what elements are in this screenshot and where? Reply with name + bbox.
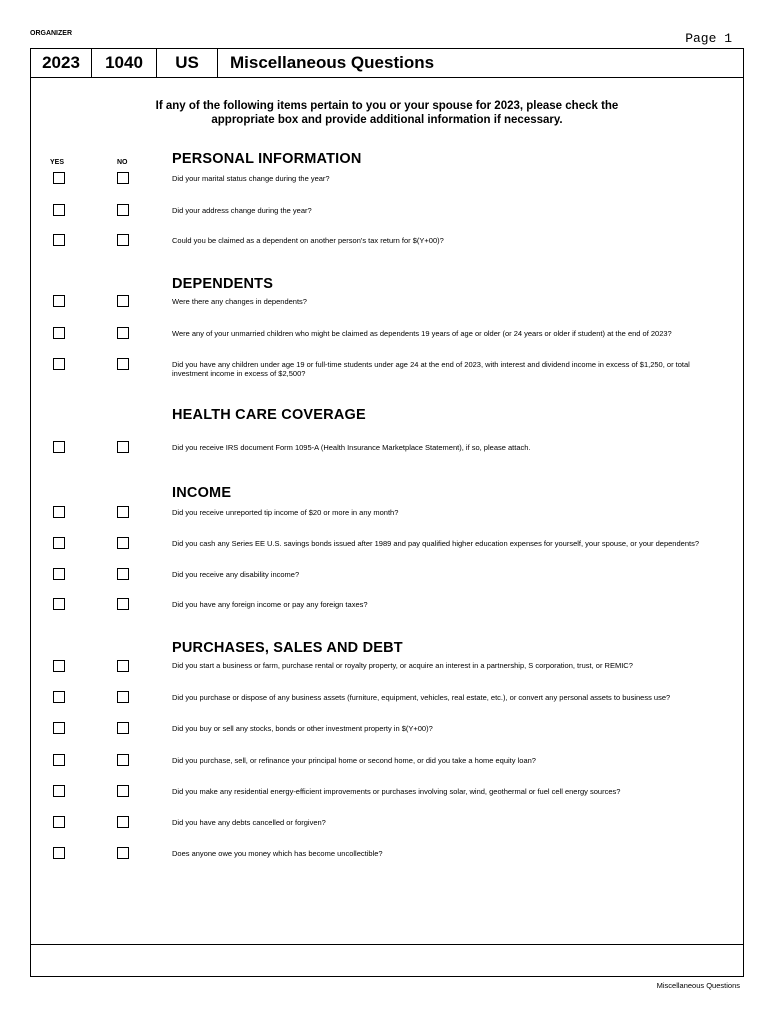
footer-label: Miscellaneous Questions (656, 981, 740, 990)
section-purchases-sales-debt: PURCHASES, SALES AND DEBT (172, 640, 403, 656)
dependents-q3-yes-checkbox[interactable] (53, 358, 65, 370)
dependents-q2-no-checkbox[interactable] (117, 327, 129, 339)
dependents-q3-text: Did you have any children under age 19 or full-time students under age 24 at the end of 2023, with interest and dividend income in excess of $1,250, or total investment income in excess of $2,500? (172, 360, 690, 378)
purchases-q3-text: Did you buy or sell any stocks, bonds or other investment property in $(Y+00)? (172, 724, 433, 733)
purchases-q5-no-checkbox[interactable] (117, 785, 129, 797)
section-income: INCOME (172, 485, 232, 501)
income-q2-no-checkbox[interactable] (117, 537, 129, 549)
purchases-q1-no-checkbox[interactable] (117, 660, 129, 672)
dependents-q1-text: Were there any changes in dependents? (172, 297, 307, 306)
no-column-header: NO (117, 159, 128, 166)
personal-q2-text: Did your address change during the year? (172, 206, 312, 215)
page-number: Page 1 (685, 31, 732, 46)
purchases-q7-yes-checkbox[interactable] (53, 847, 65, 859)
purchases-q6-yes-checkbox[interactable] (53, 816, 65, 828)
dependents-q1-yes-checkbox[interactable] (53, 295, 65, 307)
form-header (30, 48, 744, 78)
income-q3-text: Did you receive any disability income? (172, 570, 300, 579)
purchases-q4-text: Did you purchase, sell, or refinance your principal home or second home, or did you take a home equity loan? (172, 756, 536, 765)
section-personal-information: PERSONAL INFORMATION (172, 151, 362, 167)
personal-q1-no-checkbox[interactable] (117, 172, 129, 184)
page-title: Miscellaneous Questions (230, 53, 435, 72)
purchases-q2-no-checkbox[interactable] (117, 691, 129, 703)
purchases-q4-yes-checkbox[interactable] (53, 754, 65, 766)
purchases-q3-no-checkbox[interactable] (117, 722, 129, 734)
dependents-q2-text: Were any of your unmarried children who might be claimed as dependents 19 years of age or older (or 24 years or older if student) at the end of 2023? (172, 329, 672, 338)
section-dependents: DEPENDENTS (172, 276, 274, 292)
personal-q3-text: Could you be claimed as a dependent on another person's tax return for $(Y+00)? (172, 236, 444, 245)
health-q1-no-checkbox[interactable] (117, 441, 129, 453)
footer-divider (30, 944, 744, 945)
purchases-q1-text: Did you start a business or farm, purchase rental or royalty property, or acquire an interest in a partnership, S corporation, trust, or REMIC? (172, 661, 633, 670)
organizer-label: ORGANIZER (30, 30, 72, 37)
income-q2-yes-checkbox[interactable] (53, 537, 65, 549)
instructions-line-1: If any of the following items pertain to you or your spouse for 2023, please check the (155, 100, 619, 112)
purchases-q2-text: Did you purchase or dispose of any business assets (furniture, equipment, vehicles, real estate, etc.), or convert any personal assets to business use? (172, 693, 671, 702)
personal-q3-no-checkbox[interactable] (117, 234, 129, 246)
tax-year: 2023 (31, 49, 92, 77)
purchases-q1-yes-checkbox[interactable] (53, 660, 65, 672)
income-q3-yes-checkbox[interactable] (53, 568, 65, 580)
purchases-q6-no-checkbox[interactable] (117, 816, 129, 828)
income-q4-text: Did you have any foreign income or pay any foreign taxes? (172, 600, 368, 609)
personal-q2-no-checkbox[interactable] (117, 204, 129, 216)
income-q4-no-checkbox[interactable] (117, 598, 129, 610)
purchases-q7-text: Does anyone owe you money which has become uncollectible? (172, 849, 383, 858)
purchases-q5-text: Did you make any residential energy-efficient improvements or purchases involving solar, wind, geothermal or fuel cell energy sources? (172, 787, 621, 796)
personal-q1-yes-checkbox[interactable] (53, 172, 65, 184)
dependents-q1-no-checkbox[interactable] (117, 295, 129, 307)
instructions-line-2: appropriate box and provide additional information if necessary. (211, 114, 563, 126)
personal-q3-yes-checkbox[interactable] (53, 234, 65, 246)
income-q1-yes-checkbox[interactable] (53, 506, 65, 518)
yes-column-header: YES (50, 159, 65, 166)
income-q1-text: Did you receive unreported tip income of $20 or more in any month? (172, 508, 399, 517)
income-q4-yes-checkbox[interactable] (53, 598, 65, 610)
personal-q2-yes-checkbox[interactable] (53, 204, 65, 216)
purchases-q6-text: Did you have any debts cancelled or forgiven? (172, 818, 326, 827)
personal-q1-text: Did your marital status change during the year? (172, 174, 330, 183)
dependents-q2-yes-checkbox[interactable] (53, 327, 65, 339)
jurisdiction: US (157, 49, 218, 77)
purchases-q2-yes-checkbox[interactable] (53, 691, 65, 703)
dependents-q3-no-checkbox[interactable] (117, 358, 129, 370)
income-q1-no-checkbox[interactable] (117, 506, 129, 518)
section-health-care-coverage: HEALTH CARE COVERAGE (172, 407, 366, 423)
income-q3-no-checkbox[interactable] (117, 568, 129, 580)
instructions (30, 99, 744, 127)
purchases-q4-no-checkbox[interactable] (117, 754, 129, 766)
income-q2-text: Did you cash any Series EE U.S. savings bonds issued after 1989 and pay qualified higher education expenses for yourself, your spouse, or your dependents? (172, 539, 699, 548)
purchases-q7-no-checkbox[interactable] (117, 847, 129, 859)
form-number: 1040 (92, 49, 157, 77)
health-q1-text: Did you receive IRS document Form 1095-A (Health Insurance Marketplace Statement), if so, please attach. (172, 443, 531, 452)
health-q1-yes-checkbox[interactable] (53, 441, 65, 453)
purchases-q3-yes-checkbox[interactable] (53, 722, 65, 734)
purchases-q5-yes-checkbox[interactable] (53, 785, 65, 797)
